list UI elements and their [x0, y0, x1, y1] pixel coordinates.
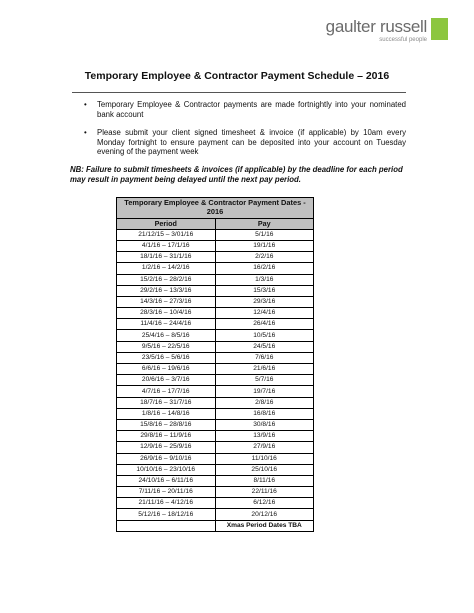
- bullet-icon: •: [84, 128, 87, 137]
- period-cell: 14/3/16 – 27/3/16: [117, 296, 216, 307]
- table-row: [117, 252, 314, 263]
- pay-date-cell: 20/12/16: [215, 509, 314, 520]
- period-cell: 25/4/16 – 8/5/16: [117, 330, 216, 341]
- brand-square-icon: [431, 18, 448, 40]
- info-bullet-list: [70, 100, 406, 166]
- period-cell: 10/10/16 – 23/10/16: [117, 464, 216, 475]
- period-cell: 12/9/16 – 25/9/16: [117, 442, 216, 453]
- period-cell: 26/9/16 – 9/10/16: [117, 453, 216, 464]
- period-cell: 6/6/16 – 19/6/16: [117, 364, 216, 375]
- period-cell: 23/5/16 – 5/6/16: [117, 352, 216, 363]
- table-row: [117, 453, 314, 464]
- pay-date-cell: 10/5/16: [215, 330, 314, 341]
- bullet-text: Please submit your client signed timesheet & invoice (if applicable) by 10am every Monday fortnight to ensure payment can be deposited into your account on Tuesday evening of the payment week: [97, 128, 406, 156]
- period-cell: 24/10/16 – 6/11/16: [117, 475, 216, 486]
- table-row: [117, 319, 314, 330]
- table-caption: Temporary Employee & Contractor Payment Dates - 2016: [117, 198, 314, 219]
- table-row: [117, 263, 314, 274]
- table-row: [117, 240, 314, 251]
- pay-date-cell: 22/11/16: [215, 487, 314, 498]
- list-item: [70, 100, 406, 119]
- table-row: [117, 464, 314, 475]
- deadline-note: NB: Failure to submit timesheets & invoices (if applicable) by the deadline for each period may result in payment being delayed until the next pay period.: [70, 165, 403, 184]
- period-cell: 21/12/15 – 3/01/16: [117, 229, 216, 240]
- pay-date-cell: 15/3/16: [215, 285, 314, 296]
- pay-date-cell: 25/10/16: [215, 464, 314, 475]
- column-header-period: Period: [117, 218, 216, 229]
- period-cell: 29/8/16 – 11/9/16: [117, 431, 216, 442]
- bullet-icon: •: [84, 100, 87, 109]
- pay-date-cell: 11/10/16: [215, 453, 314, 464]
- pay-date-cell: 16/2/16: [215, 263, 314, 274]
- pay-date-cell: 26/4/16: [215, 319, 314, 330]
- pay-date-cell: 13/9/16: [215, 431, 314, 442]
- period-cell: 29/2/16 – 13/3/16: [117, 285, 216, 296]
- pay-date-cell: 5/7/16: [215, 375, 314, 386]
- table-row: [117, 408, 314, 419]
- table-row: [117, 330, 314, 341]
- table-row: [117, 386, 314, 397]
- period-cell: 11/4/16 – 24/4/16: [117, 319, 216, 330]
- pay-date-cell: 19/7/16: [215, 386, 314, 397]
- table-row: [117, 520, 314, 531]
- period-cell: 9/5/16 – 22/5/16: [117, 341, 216, 352]
- pay-date-cell: 30/8/16: [215, 419, 314, 430]
- table-row: [117, 509, 314, 520]
- pay-date-cell: 7/6/16: [215, 352, 314, 363]
- table-cell-empty: [117, 520, 216, 531]
- pay-date-cell: 5/1/16: [215, 229, 314, 240]
- table-row: [117, 274, 314, 285]
- table-row: [117, 498, 314, 509]
- payment-dates-table: [116, 197, 314, 532]
- pay-date-cell: 2/8/16: [215, 397, 314, 408]
- pay-date-cell: 21/6/16: [215, 364, 314, 375]
- brand-name: gaulter russell: [325, 17, 427, 36]
- table-row: [117, 229, 314, 240]
- table-row: [117, 475, 314, 486]
- period-cell: 4/7/16 – 17/7/16: [117, 386, 216, 397]
- pay-date-cell: 19/1/16: [215, 240, 314, 251]
- period-cell: 28/3/16 – 10/4/16: [117, 308, 216, 319]
- period-cell: 15/2/16 – 28/2/16: [117, 274, 216, 285]
- period-cell: 20/6/16 – 3/7/16: [117, 375, 216, 386]
- period-cell: 15/8/16 – 28/8/16: [117, 419, 216, 430]
- period-cell: 4/1/16 – 17/1/16: [117, 240, 216, 251]
- pay-date-cell: 2/2/16: [215, 252, 314, 263]
- page-title: Temporary Employee & Contractor Payment Schedule – 2016: [84, 70, 390, 82]
- table-body: [117, 229, 314, 520]
- table-row: [117, 487, 314, 498]
- period-cell: 1/2/16 – 14/2/16: [117, 263, 216, 274]
- list-item: [70, 128, 406, 157]
- pay-date-cell: 29/3/16: [215, 296, 314, 307]
- table-row: [117, 341, 314, 352]
- table-row: [117, 431, 314, 442]
- table-row: [117, 397, 314, 408]
- pay-date-cell: 24/5/16: [215, 341, 314, 352]
- xmas-note: Xmas Period Dates TBA: [215, 520, 314, 531]
- period-cell: 21/11/16 – 4/12/16: [117, 498, 216, 509]
- pay-date-cell: 8/11/16: [215, 475, 314, 486]
- table-row: [117, 296, 314, 307]
- company-logo: [326, 18, 448, 44]
- table-row: [117, 308, 314, 319]
- period-cell: 5/12/16 – 18/12/16: [117, 509, 216, 520]
- table-row: [117, 442, 314, 453]
- table-row: [117, 419, 314, 430]
- brand-tagline: successful people: [379, 37, 427, 43]
- pay-date-cell: 12/4/16: [215, 308, 314, 319]
- bullet-text: Temporary Employee & Contractor payments are made fortnightly into your nominated bank account: [97, 100, 406, 119]
- period-cell: 18/7/16 – 31/7/16: [117, 397, 216, 408]
- table-row: [117, 285, 314, 296]
- period-cell: 7/11/16 – 20/11/16: [117, 487, 216, 498]
- pay-date-cell: 27/9/16: [215, 442, 314, 453]
- table-row: [117, 352, 314, 363]
- table-row: [117, 375, 314, 386]
- pay-date-cell: 1/3/16: [215, 274, 314, 285]
- column-header-pay: Pay: [215, 218, 314, 229]
- pay-date-cell: 6/12/16: [215, 498, 314, 509]
- table-row: [117, 364, 314, 375]
- period-cell: 1/8/16 – 14/8/16: [117, 408, 216, 419]
- pay-date-cell: 16/8/16: [215, 408, 314, 419]
- title-divider: [72, 92, 406, 93]
- period-cell: 18/1/16 – 31/1/16: [117, 252, 216, 263]
